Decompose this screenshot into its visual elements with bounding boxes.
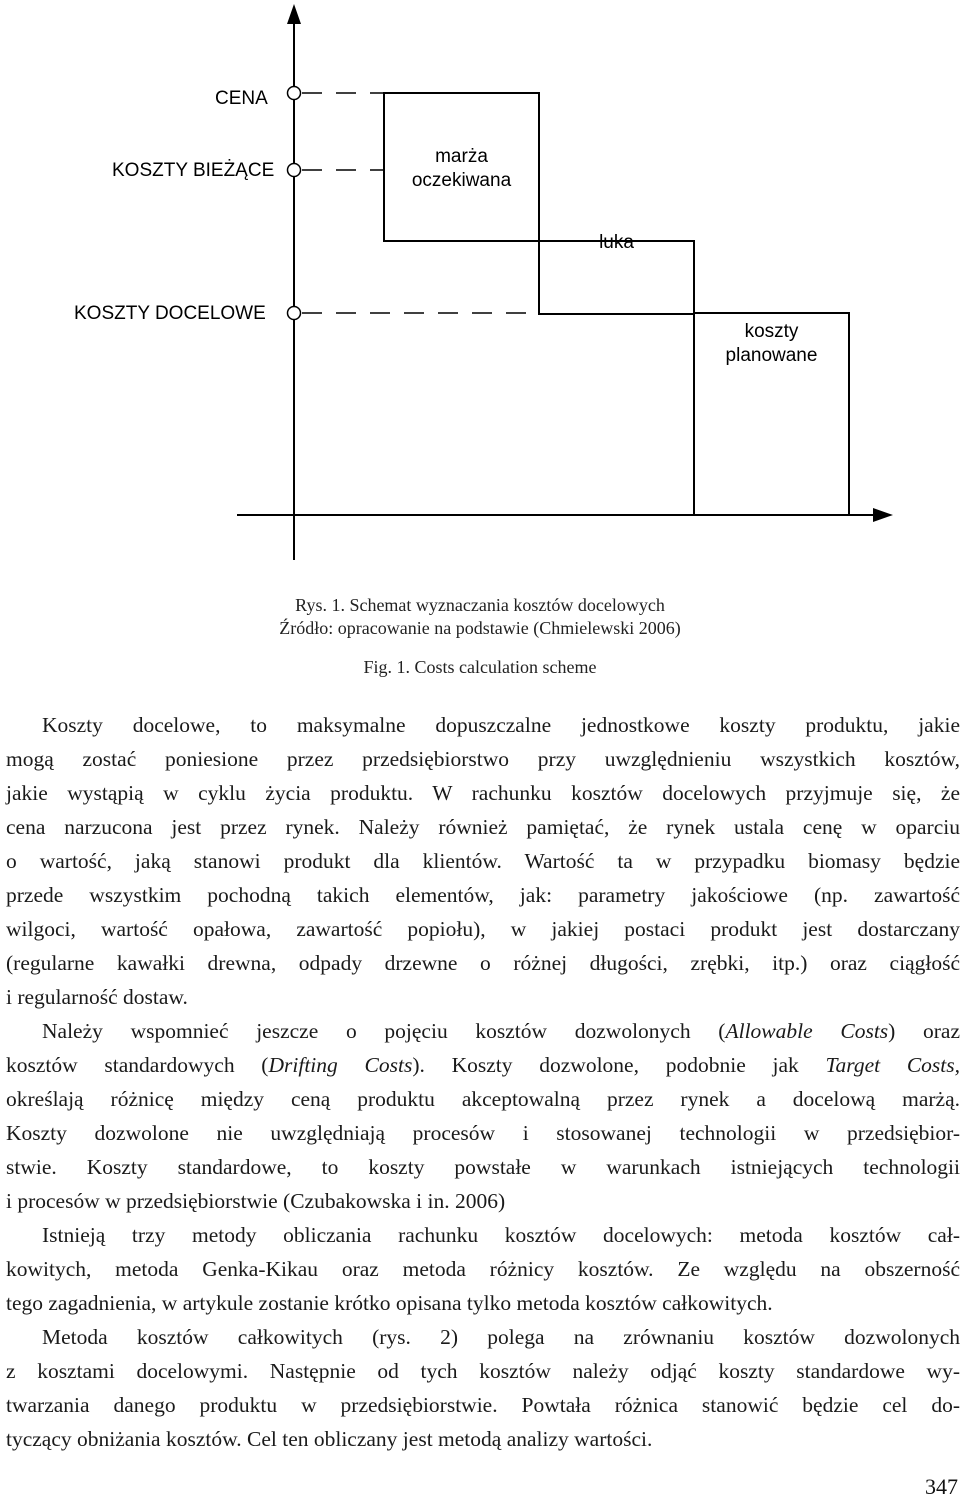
p1-line: cena narzucona jest przez rynek. Należy również pamiętać, że rynek ustala cenę w oparciu bbox=[6, 815, 960, 839]
p3-line: kowitych, metoda Genka-Kikau oraz metoda różnicy kosztów. Ze względu na obszerność bbox=[6, 1257, 960, 1281]
label-marza-line1: marża bbox=[435, 146, 488, 167]
p2-text: kosztów standardowych ( bbox=[6, 1053, 269, 1077]
label-koszty-biezace: KOSZTY BIEŻĄCE bbox=[112, 160, 275, 181]
label-koszty-line1: koszty bbox=[744, 321, 799, 342]
p1-line: wilgoci, wartość opałowa, zawartość popiołu), w jakiej postaci produkt jest dostarczany bbox=[6, 917, 960, 941]
tick-koszty-biezace bbox=[288, 164, 301, 177]
p1-line: mogą zostać poniesione przez przedsiębiorstwo przy uwzględnieniu wszystkich kosztów, bbox=[6, 747, 960, 771]
article-body bbox=[6, 708, 960, 1456]
page-number: 347 bbox=[925, 1474, 958, 1499]
label-marza bbox=[384, 145, 539, 193]
p4-line: z kosztami docelowymi. Następnie od tych kosztów należy odjąć koszty standardowe wy- bbox=[6, 1359, 960, 1383]
cost-diagram bbox=[0, 0, 960, 580]
p4-line: tyczący obniżania kosztów. Cel ten obliczany jest metodą analizy wartości. bbox=[6, 1427, 653, 1451]
p3-line: tego zagadnienia, w artykule zostanie krótko opisana tylko metoda kosztów całkowitych. bbox=[6, 1291, 773, 1315]
diagram-graphic bbox=[0, 0, 960, 580]
p2-line bbox=[6, 1014, 960, 1048]
p2-italic-term: Allowable Costs bbox=[725, 1019, 889, 1043]
p2-line: stwie. Koszty standardowe, to koszty powstałe w warunkach istniejących technologii bbox=[6, 1155, 960, 1179]
p2-line: i procesów w przedsiębiorstwie (Czubakowska i in. 2006) bbox=[6, 1189, 506, 1213]
p2-italic-term: Drifting Costs bbox=[268, 1053, 413, 1077]
p2-text: Należy wspomnieć jeszcze o pojęciu kosztów dozwolonych ( bbox=[42, 1019, 726, 1043]
p2-text: ) oraz bbox=[888, 1019, 960, 1043]
label-luka: luka bbox=[599, 232, 634, 253]
tick-koszty-docelowe bbox=[288, 307, 301, 320]
p1-line: przede wszystkim pochodną takich elementów, jak: parametry jakościowe (np. zawartość bbox=[6, 883, 960, 907]
p2-italic-term: Target Costs, bbox=[825, 1053, 960, 1077]
caption-zrodlo: Źródło: opracowanie na podstawie (Chmielewski 2006) bbox=[279, 618, 681, 638]
label-koszty-planowane bbox=[694, 320, 849, 368]
p4-line: Metoda kosztów całkowitych (rys. 2) polega na zrównaniu kosztów dozwolonych bbox=[42, 1325, 960, 1349]
label-marza-line2: oczekiwana bbox=[411, 170, 512, 191]
caption-fig: Fig. 1. Costs calculation scheme bbox=[363, 657, 597, 677]
p1-line: (regularne kawałki drewna, odpady drzewne o różnej długości, zrębki, itp.) oraz ciągłość bbox=[6, 951, 960, 975]
label-koszty-docelowe: KOSZTY DOCELOWE bbox=[74, 303, 266, 324]
p2-line: Koszty dozwolone nie uwzględniają procesów i stosowanej technologii w przedsiębior- bbox=[6, 1121, 960, 1145]
p1-line: o wartość, jaką stanowi produkt dla klientów. Wartość ta w przypadku biomasy będzie bbox=[6, 849, 960, 873]
y-axis-arrowhead bbox=[287, 4, 301, 24]
label-cena: CENA bbox=[215, 88, 268, 109]
caption-rys: Rys. 1. Schemat wyznaczania kosztów docelowych bbox=[295, 595, 665, 615]
p2-text: ). Koszty dozwolone, podobnie jak bbox=[412, 1053, 826, 1077]
label-koszty-line2: planowane bbox=[725, 345, 818, 366]
p1-line: i regularność dostaw. bbox=[6, 985, 188, 1009]
tick-cena bbox=[288, 87, 301, 100]
x-axis-arrowhead bbox=[873, 508, 893, 522]
p1-line: Koszty docelowe, to maksymalne dopuszczalne jednostkowe koszty produktu, jakie bbox=[42, 713, 960, 737]
p1-line: jakie wystąpią w cyklu życia produktu. W rachunku kosztów docelowych przyjmuje się, że bbox=[6, 781, 960, 805]
p2-line bbox=[6, 1048, 960, 1082]
p4-line: twarzania danego produktu w przedsiębiorstwie. Powtała różnica stanowić będzie cel do- bbox=[6, 1393, 960, 1417]
p2-line: określają różnicę między ceną produktu akceptowalną przez rynek a docelową marżą. bbox=[6, 1087, 960, 1111]
p3-line: Istnieją trzy metody obliczania rachunku kosztów docelowych: metoda kosztów cał- bbox=[42, 1223, 960, 1247]
